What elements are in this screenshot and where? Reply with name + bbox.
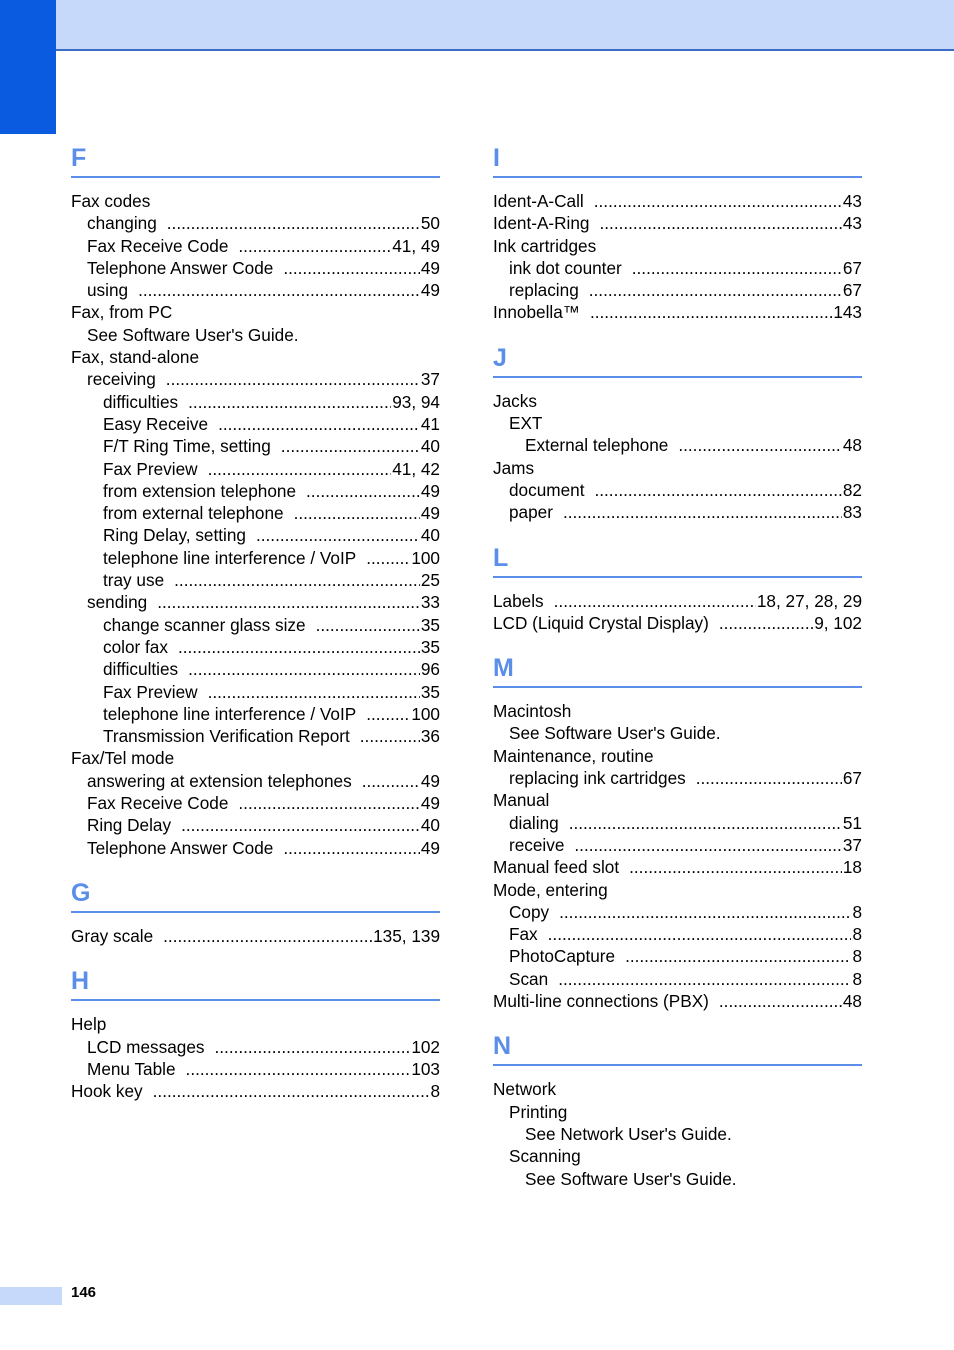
index-pages[interactable]: 41, 49 (392, 235, 440, 256)
index-term: Mode, entering (493, 879, 608, 900)
index-pages[interactable]: 82 (842, 479, 862, 500)
index-pages[interactable]: 67 (842, 257, 862, 278)
index-term: change scanner glass size (103, 614, 306, 635)
index-section (71, 140, 440, 859)
index-term: Fax Receive Code (87, 235, 229, 256)
index-entry (71, 346, 440, 368)
section-rule (493, 376, 862, 378)
index-term: tray use (103, 570, 165, 591)
index-term: Gray scale (71, 925, 154, 946)
index-pages[interactable]: 41, 42 (392, 458, 440, 479)
index-entry (493, 879, 862, 901)
index-pages[interactable]: 93, 94 (392, 391, 440, 412)
section-letter: F (71, 144, 87, 172)
index-entry (71, 569, 440, 591)
index-pages[interactable]: 103 (411, 1058, 440, 1079)
index-pages[interactable]: 8 (430, 1081, 440, 1102)
index-term: from external telephone (103, 503, 284, 524)
index-pages[interactable]: 49 (420, 257, 440, 278)
index-entry (71, 524, 440, 546)
index-entry (71, 1013, 440, 1035)
index-entry (493, 212, 862, 234)
index-pages[interactable]: 67 (842, 280, 862, 301)
index-term: ink dot counter (509, 257, 622, 278)
dot-leader (569, 812, 842, 834)
dot-leader (153, 1080, 430, 1102)
index-entry (493, 612, 862, 634)
index-entry (493, 1145, 862, 1167)
index-section (493, 140, 862, 324)
index-term: Hook key (71, 1081, 143, 1102)
index-entry (71, 212, 440, 234)
section-letter: N (493, 1032, 512, 1061)
index-entry (493, 901, 862, 923)
index-term: EXT (509, 413, 543, 434)
index-entry (493, 235, 862, 257)
page-number: 146 (71, 1284, 97, 1301)
section-rule (493, 176, 862, 178)
index-term: Fax Receive Code (87, 793, 229, 814)
index-term: LCD (Liquid Crystal Display) (493, 612, 709, 633)
index-term: telephone line interference / VoIP (103, 547, 357, 568)
index-pages[interactable]: 143 (833, 302, 862, 323)
index-pages[interactable]: 100 (411, 703, 440, 724)
index-term: Fax codes (71, 191, 151, 211)
dot-leader (238, 235, 391, 257)
dot-leader (215, 1036, 411, 1058)
index-entry (71, 814, 440, 836)
index-entry (71, 1058, 440, 1080)
dot-leader (678, 434, 842, 456)
index-term: document (509, 479, 585, 500)
index-pages[interactable]: 33 (420, 592, 440, 613)
index-term: receive (509, 834, 565, 855)
index-pages[interactable]: 8 (852, 901, 862, 922)
index-term: Easy Receive (103, 413, 209, 434)
index-pages[interactable]: 102 (411, 1036, 440, 1057)
index-entry (71, 391, 440, 413)
index-entry (493, 390, 862, 412)
index-entry (493, 1101, 862, 1123)
index-pages[interactable]: 49 (420, 770, 440, 791)
dot-leader (157, 591, 420, 613)
dot-leader (719, 612, 813, 634)
section-rule (71, 911, 440, 913)
index-term: External telephone (525, 435, 669, 456)
index-term: Labels (493, 590, 544, 611)
dot-leader (208, 458, 392, 480)
section-rule (71, 999, 440, 1001)
index-term: Multi-line connections (PBX) (493, 991, 709, 1012)
index-term: changing (87, 213, 157, 234)
index-entry (493, 279, 862, 301)
index-entry (493, 990, 862, 1012)
dot-leader (625, 945, 851, 967)
index-entry (493, 190, 862, 212)
index-entry (71, 747, 440, 769)
index-term: See Software User's Guide. (509, 723, 721, 744)
dot-leader (559, 901, 851, 923)
index-pages[interactable]: 49 (420, 793, 440, 814)
index-section (493, 540, 862, 635)
index-pages[interactable]: 18, 27, 28, 29 (756, 590, 862, 611)
index-pages[interactable]: 37 (842, 834, 862, 855)
index-pages[interactable]: 8 (852, 924, 862, 945)
index-pages[interactable]: 96 (420, 659, 440, 680)
index-pages[interactable]: 40 (420, 436, 440, 457)
index-entry (71, 458, 440, 480)
index-entry (493, 812, 862, 834)
dot-leader (283, 257, 420, 279)
dot-leader (590, 301, 832, 323)
index-pages[interactable]: 43 (842, 191, 862, 211)
index-pages[interactable]: 8 (852, 946, 862, 967)
dot-leader (238, 792, 419, 814)
chapter-tab (0, 0, 56, 134)
index-term: dialing (509, 812, 559, 833)
index-pages[interactable]: 49 (420, 503, 440, 524)
index-term: Help (71, 1014, 107, 1035)
index-entry (493, 945, 862, 967)
index-entry (71, 614, 440, 636)
index-entry (71, 1080, 440, 1102)
index-pages[interactable]: 37 (420, 369, 440, 390)
section-letter: G (71, 878, 91, 907)
dot-leader (574, 834, 841, 856)
index-pages[interactable]: 48 (842, 435, 862, 456)
index-pages[interactable]: 49 (420, 280, 440, 301)
index-pages[interactable]: 50 (420, 213, 440, 234)
index-term: Manual (493, 790, 550, 811)
index-pages[interactable]: 67 (842, 768, 862, 789)
index-term: Fax Preview (103, 681, 198, 702)
index-term: paper (509, 502, 553, 523)
dot-leader (181, 814, 420, 836)
index-entry (71, 413, 440, 435)
index-entry (71, 279, 440, 301)
index-entry (71, 770, 440, 792)
index-entry (71, 837, 440, 859)
index-term: sending (87, 592, 148, 613)
index-term: Transmission Verification Report (103, 726, 350, 747)
dot-leader (563, 501, 842, 523)
index-term: Ident-A-Call (493, 191, 584, 211)
index-entry (493, 856, 862, 878)
index-term: See Software User's Guide. (87, 324, 299, 345)
index-entry (493, 834, 862, 856)
index-term: Maintenance, routine (493, 745, 654, 766)
dot-leader (138, 279, 420, 301)
dot-leader (281, 435, 420, 457)
dot-leader (362, 770, 420, 792)
index-entry (71, 235, 440, 257)
dot-leader (188, 658, 420, 680)
index-term: Ring Delay, setting (103, 525, 246, 546)
dot-leader (256, 524, 420, 546)
index-term: See Software User's Guide. (525, 1168, 737, 1189)
header-band (0, 0, 954, 51)
index-entry (71, 435, 440, 457)
index-term: Macintosh (493, 701, 572, 722)
index-pages[interactable]: 51 (842, 812, 862, 833)
index-term: LCD messages (87, 1036, 205, 1057)
index-term: Jacks (493, 390, 537, 411)
index-pages[interactable]: 25 (420, 570, 440, 591)
index-entry (71, 301, 440, 323)
index-pages[interactable]: 49 (420, 837, 440, 858)
index-pages[interactable]: 35 (420, 681, 440, 702)
dot-leader (166, 368, 420, 390)
index-term: Manual feed slot (493, 857, 620, 878)
index-term: replacing ink cartridges (509, 768, 686, 789)
dot-leader (174, 569, 420, 591)
index-pages[interactable]: 83 (842, 502, 862, 523)
section-letter: J (493, 343, 507, 372)
index-entry (71, 681, 440, 703)
dot-leader (589, 279, 842, 301)
dot-leader (178, 636, 420, 658)
index-section (71, 875, 440, 947)
index-column-left (71, 140, 440, 1102)
index-entry (493, 590, 862, 612)
index-term: Printing (509, 1101, 568, 1122)
index-term: answering at extension telephones (87, 770, 352, 791)
index-entry (493, 479, 862, 501)
index-entry (493, 501, 862, 523)
index-term: PhotoCapture (509, 946, 616, 967)
index-term: F/T Ring Time, setting (103, 436, 271, 457)
dot-leader (594, 479, 841, 501)
index-pages[interactable]: 135, 139 (373, 925, 440, 946)
index-term: Jams (493, 457, 535, 478)
index-pages[interactable]: 35 (420, 636, 440, 657)
dot-leader (600, 212, 842, 234)
dot-leader (306, 480, 420, 502)
index-term: Ident-A-Ring (493, 213, 590, 234)
index-term: Menu Table (87, 1058, 176, 1079)
index-term: Ink cartridges (493, 235, 597, 256)
dot-leader (696, 767, 842, 789)
index-entry (493, 700, 862, 722)
index-pages[interactable]: 43 (842, 213, 862, 234)
index-entry (493, 789, 862, 811)
index-column-right (493, 140, 862, 1190)
index-term: replacing (509, 280, 579, 301)
index-entry (71, 502, 440, 524)
index-term: receiving (87, 369, 156, 390)
index-term: Network (493, 1079, 557, 1100)
index-pages[interactable]: 48 (842, 991, 862, 1012)
index-entry (71, 925, 440, 947)
dot-leader (163, 925, 372, 947)
index-term: Telephone Answer Code (87, 837, 274, 858)
dot-leader (283, 837, 420, 859)
index-term: difficulties (103, 391, 179, 412)
index-entry (493, 412, 862, 434)
dot-leader (188, 391, 391, 413)
dot-leader (548, 923, 852, 945)
dot-leader (629, 856, 842, 878)
index-pages[interactable]: 9, 102 (814, 612, 862, 633)
index-pages[interactable]: 41 (420, 413, 440, 434)
index-section (71, 963, 440, 1102)
index-pages[interactable]: 40 (420, 815, 440, 836)
index-entry (493, 1078, 862, 1100)
index-entry (71, 591, 440, 613)
index-term: Copy (509, 901, 550, 922)
index-section (493, 650, 862, 1012)
index-entry (493, 722, 862, 744)
index-entry (71, 547, 440, 569)
index-term: difficulties (103, 659, 179, 680)
dot-leader (558, 968, 851, 990)
index-entry (493, 767, 862, 789)
index-term: using (87, 280, 129, 301)
index-entry (493, 745, 862, 767)
index-term: Ring Delay (87, 815, 172, 836)
index-entry (71, 703, 440, 725)
dot-leader (366, 547, 410, 569)
index-entry (71, 257, 440, 279)
section-rule (71, 176, 440, 178)
dot-leader (316, 614, 420, 636)
index-pages[interactable]: 36 (420, 726, 440, 747)
section-letter: L (493, 543, 509, 572)
dot-leader (366, 703, 410, 725)
page-number-tab (0, 1287, 62, 1305)
index-term: Fax/Tel mode (71, 748, 175, 769)
index-entry (71, 658, 440, 680)
index-entry (71, 368, 440, 390)
dot-leader (594, 190, 842, 212)
dot-leader (208, 681, 420, 703)
dot-leader (218, 413, 420, 435)
index-entry (71, 480, 440, 502)
index-entry (493, 1123, 862, 1145)
index-pages[interactable]: 49 (420, 480, 440, 501)
dot-leader (719, 990, 842, 1012)
index-pages[interactable]: 35 (420, 614, 440, 635)
index-term: Fax Preview (103, 458, 198, 479)
index-term: Scanning (509, 1146, 581, 1167)
index-term: Fax (509, 924, 538, 945)
section-rule (493, 686, 862, 688)
section-letter: M (493, 654, 514, 683)
index-term: Telephone Answer Code (87, 257, 274, 278)
index-entry (493, 434, 862, 456)
index-entry (493, 923, 862, 945)
dot-leader (554, 590, 756, 612)
index-entry (71, 636, 440, 658)
index-entry (493, 1168, 862, 1190)
index-term: from extension telephone (103, 480, 297, 501)
index-entry (71, 190, 440, 212)
index-entry (493, 301, 862, 323)
index-entry (493, 457, 862, 479)
dot-leader (360, 725, 420, 747)
index-pages[interactable]: 40 (420, 525, 440, 546)
index-term: color fax (103, 636, 168, 657)
index-entry (71, 792, 440, 814)
index-term: Fax, stand-alone (71, 347, 200, 368)
dot-leader (294, 502, 420, 524)
index-entry (493, 968, 862, 990)
index-section (493, 340, 862, 524)
index-entry (71, 725, 440, 747)
index-term: Innobella™ (493, 302, 580, 323)
dot-leader (632, 257, 842, 279)
index-pages[interactable]: 8 (852, 968, 862, 989)
index-term: Scan (509, 968, 549, 989)
index-term: See Network User's Guide. (525, 1123, 732, 1144)
section-rule (493, 576, 862, 578)
index-term: Fax, from PC (71, 302, 173, 323)
index-section (493, 1028, 862, 1189)
section-letter: H (71, 967, 90, 996)
index-entry (71, 1036, 440, 1058)
index-entry (71, 324, 440, 346)
section-rule (493, 1064, 862, 1066)
index-pages[interactable]: 18 (842, 857, 862, 878)
index-pages[interactable]: 100 (411, 547, 440, 568)
dot-leader (167, 212, 420, 234)
dot-leader (186, 1058, 411, 1080)
index-entry (493, 257, 862, 279)
index-term: telephone line interference / VoIP (103, 703, 357, 724)
section-letter: I (493, 144, 500, 172)
